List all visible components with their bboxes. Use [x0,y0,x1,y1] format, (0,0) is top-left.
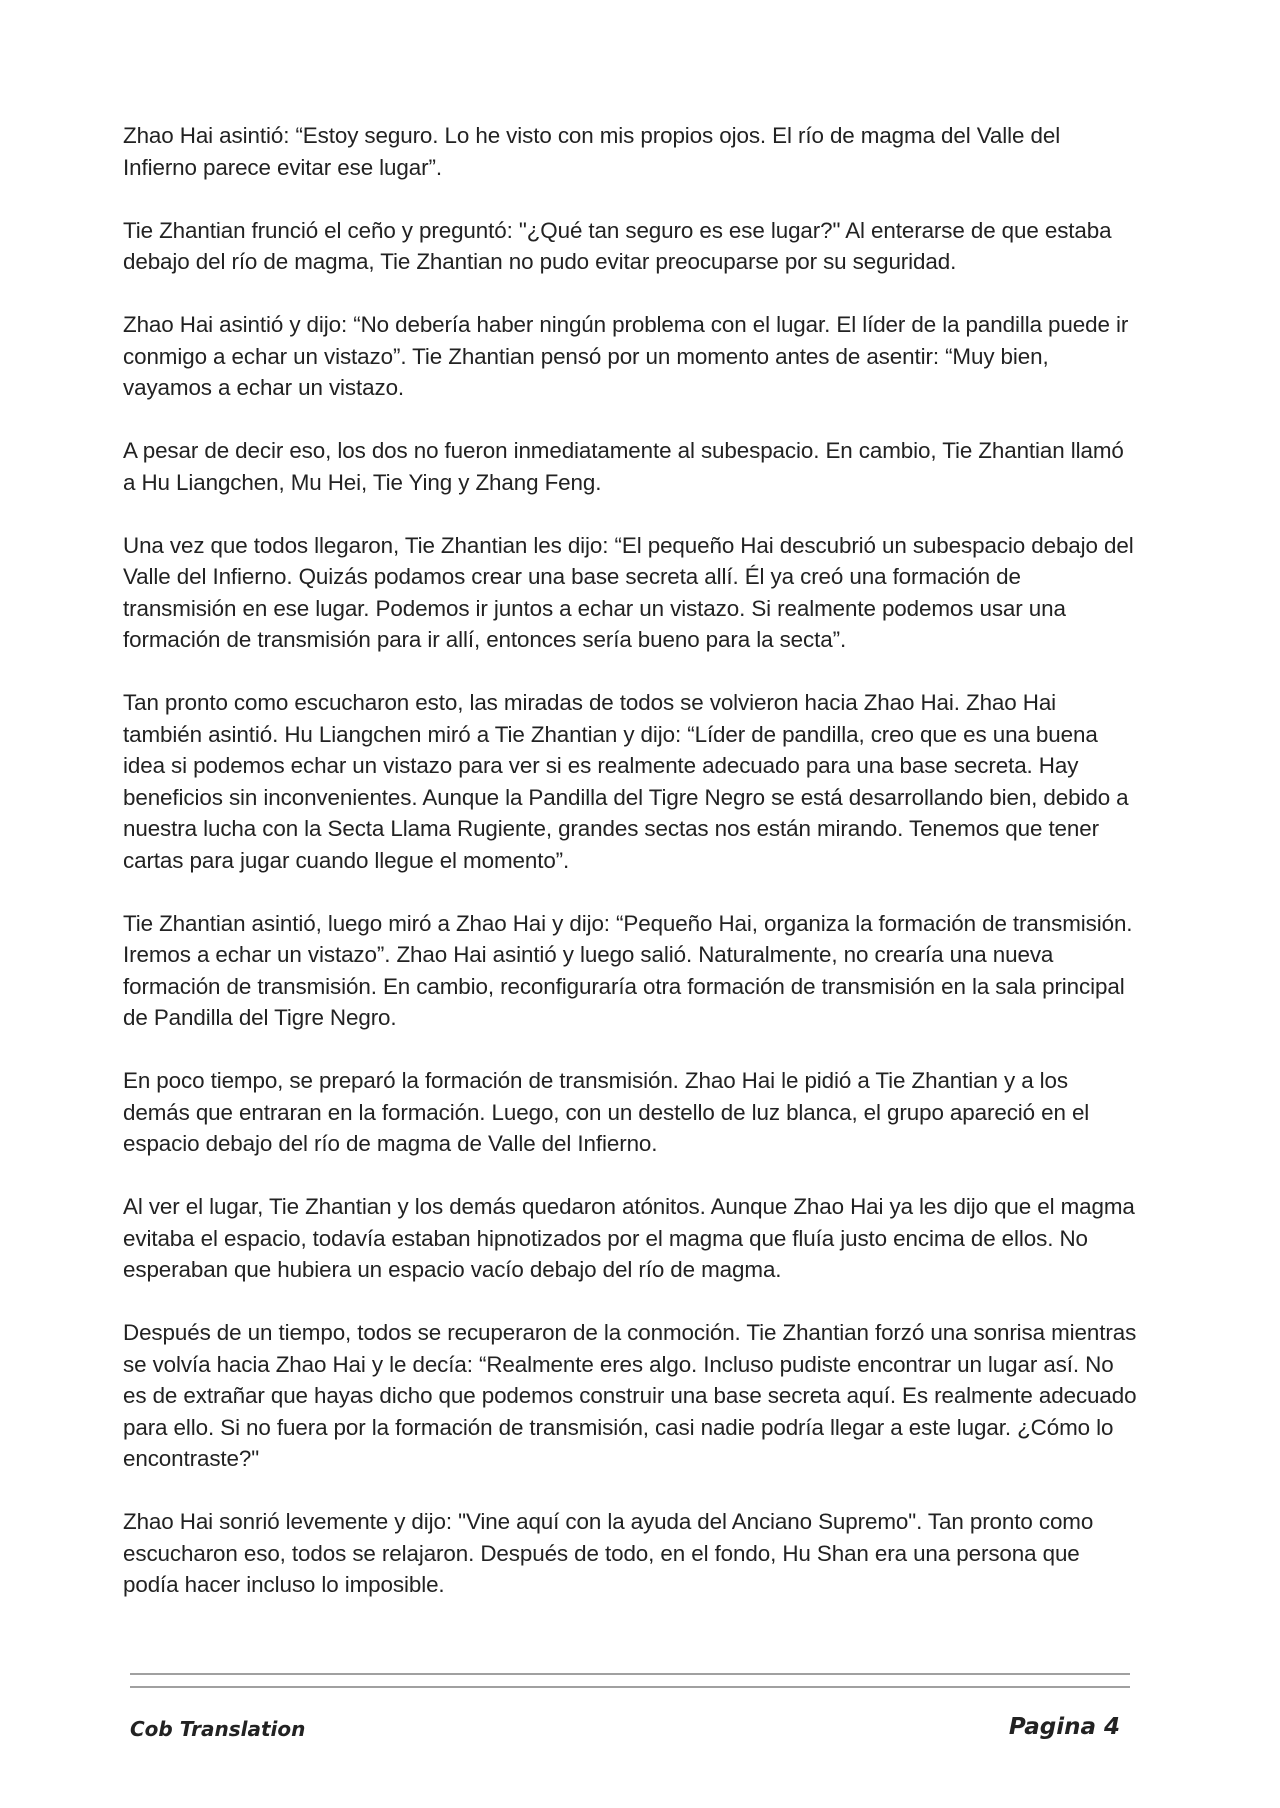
paragraph: Tan pronto como escucharon esto, las miradas de todos se volvieron hacia Zhao Hai. Zhao Hai también asintió. Hu Liangchen miró a Tie Zhantian y dijo: “Líder de pandilla, creo que es una buena idea si podemos echar un vistazo para ver si es realmente adecuado para una base secreta. Hay beneficios sin inconvenientes. Aunque la Pandilla del Tigre Negro se está desarrollando bien, debido a nuestra lucha con la Secta Llama Rugiente, grandes sectas nos están mirando. Tenemos que tener cartas para jugar cuando llegue el momento”. [123,690,1129,873]
document-body [123,120,1139,1632]
footer-divider-bottom [130,1686,1130,1688]
footer-translator-credit: Cob Translation [130,1717,306,1741]
paragraph: Zhao Hai sonrió levemente y dijo: "Vine aquí con la ayuda del Anciano Supremo". Tan pronto como escucharon eso, todos se relajaron. Después de todo, en el fondo, Hu Shan era una persona que podía hacer incluso lo imposible. [123,1509,1094,1597]
paragraph: A pesar de decir eso, los dos no fueron inmediatamente al subespacio. En cambio, Tie Zhantian llamó a Hu Liangchen, Mu Hei, Tie Ying y Zhang Feng. [123,438,1124,495]
paragraph: Al ver el lugar, Tie Zhantian y los demás quedaron atónitos. Aunque Zhao Hai ya les dijo que el magma evitaba el espacio, todavía estaban hipnotizados por el magma que fluía justo encima de ellos. No esperaban que hubiera un espacio vacío debajo del río de magma. [123,1194,1135,1282]
paragraph: Tie Zhantian asintió, luego miró a Zhao Hai y dijo: “Pequeño Hai, organiza la formación de transmisión. Iremos a echar un vistazo”. Zhao Hai asintió y luego salió. Naturalmente, no crearía una nueva formación de transmisión. En cambio, reconfiguraría otra formación de transmisión en la sala principal de Pandilla del Tigre Negro. [123,910,1133,1030]
footer-page-number: Pagina 4 [1008,1714,1120,1740]
footer-divider-top [130,1673,1130,1675]
paragraph: Zhao Hai asintió: “Estoy seguro. Lo he visto con mis propios ojos. El río de magma del Valle del Infierno parece evitar ese lugar”. [123,123,1061,180]
paragraph: Después de un tiempo, todos se recuperaron de la conmoción. Tie Zhantian forzó una sonrisa mientras se volvía hacia Zhao Hai y le decía: “Realmente eres algo. Incluso pudiste encontrar un lugar así. No es de extrañar que hayas dicho que podemos construir una base secreta aquí. Es realmente adecuado para ello. Si no fuera por la formación de transmisión, casi nadie podría llegar a este lugar. ¿Cómo lo encontraste?" [123,1320,1137,1471]
paragraph: Zhao Hai asintió y dijo: “No debería haber ningún problema con el lugar. El líder de la pandilla puede ir conmigo a echar un vistazo”. Tie Zhantian pensó por un momento antes de asentir: “Muy bien, vayamos a echar un vistazo. [123,312,1129,400]
paragraph: En poco tiempo, se preparó la formación de transmisión. Zhao Hai le pidió a Tie Zhantian y a los demás que entraran en la formación. Luego, con un destello de luz blanca, el grupo apareció en el espacio debajo del río de magma de Valle del Infierno. [123,1068,1090,1156]
paragraph: Una vez que todos llegaron, Tie Zhantian les dijo: “El pequeño Hai descubrió un subespacio debajo del Valle del Infierno. Quizás podamos crear una base secreta allí. Él ya creó una formación de transmisión en ese lugar. Podemos ir juntos a echar un vistazo. Si realmente podemos usar una formación de transmisión para ir allí, entonces sería bueno para la secta”. [123,532,1134,652]
paragraph: Tie Zhantian frunció el ceño y preguntó: "¿Qué tan seguro es ese lugar?" Al enterarse de que estaba debajo del río de magma, Tie Zhantian no pudo evitar preocuparse por su seguridad. [123,217,1112,274]
